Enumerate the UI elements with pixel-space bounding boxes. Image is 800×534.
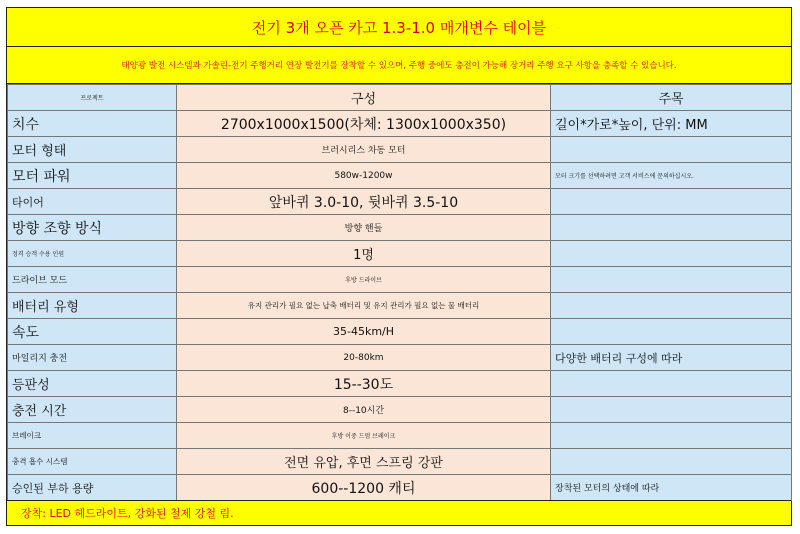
row-note: [551, 241, 792, 267]
row-value: 1명: [177, 241, 551, 267]
table-header-row: [8, 85, 792, 111]
table-row: [8, 449, 792, 475]
row-label: 속도: [8, 319, 177, 345]
row-note: [551, 371, 792, 397]
row-label: 정격 승객 수용 인원: [8, 241, 177, 267]
row-label: 치수: [8, 111, 177, 137]
row-note: [551, 189, 792, 215]
header-note: 주목: [551, 85, 792, 111]
row-value: 35-45km/H: [177, 319, 551, 345]
table-row: [8, 423, 792, 449]
row-note: [551, 449, 792, 475]
table-row: [8, 397, 792, 423]
row-value: 15--30도: [177, 371, 551, 397]
row-note: [551, 293, 792, 319]
row-value: 앞바퀴 3.0-10, 뒷바퀴 3.5-10: [177, 189, 551, 215]
row-label: 승인된 부하 용량: [8, 475, 177, 501]
page-title: 전기 3개 오픈 카고 1.3-1.0 매개변수 테이블: [7, 8, 791, 47]
row-value: 방향 핸들: [177, 215, 551, 241]
row-note: 모터 크기를 선택하려면 고객 서비스에 문의하십시오.: [551, 163, 792, 189]
row-label: 마일리지 충전: [8, 345, 177, 371]
row-note: [551, 137, 792, 163]
row-value: 전면 유압, 후면 스프링 강판: [177, 449, 551, 475]
table-row: [8, 215, 792, 241]
row-label: 충전 시간: [8, 397, 177, 423]
table-row: [8, 137, 792, 163]
row-note: [551, 423, 792, 449]
row-label: 충격 흡수 시스템: [8, 449, 177, 475]
row-note: [551, 319, 792, 345]
row-value: 8--10시간: [177, 397, 551, 423]
row-label: 방향 조향 방식: [8, 215, 177, 241]
row-label: 모터 파워: [8, 163, 177, 189]
row-note: [551, 215, 792, 241]
row-note: 다양한 배터리 구성에 따라: [551, 345, 792, 371]
row-note: [551, 397, 792, 423]
page-subtitle: 태양광 발전 시스템과 가솔린-전기 주행거리 연장 발전기를 장착할 수 있으며, 주행 중에도 충전이 가능해 장거리 주행 요구 사항을 충족할 수 있습니다.: [7, 47, 791, 84]
table-row: [8, 319, 792, 345]
row-value: 20-80km: [177, 345, 551, 371]
table-row: [8, 241, 792, 267]
table-row: [8, 267, 792, 293]
row-value: 2700x1000x1500(차체: 1300x1000x350): [177, 111, 551, 137]
spec-sheet: [6, 7, 792, 526]
footer-note: 장착: LED 헤드라이트, 강화된 철제 강철 림.: [7, 500, 791, 525]
row-value: 후방 이중 드럼 브레이크: [177, 423, 551, 449]
row-label: 모터 형태: [8, 137, 177, 163]
row-label: 드라이브 모드: [8, 267, 177, 293]
table-row: [8, 189, 792, 215]
row-note: 길이*가로*높이, 단위: MM: [551, 111, 792, 137]
row-value: 600--1200 캐티: [177, 475, 551, 501]
table-row: [8, 293, 792, 319]
table-row: [8, 475, 792, 501]
row-value: 580w-1200w: [177, 163, 551, 189]
row-value: 유지 관리가 필요 없는 납축 배터리 및 유지 관리가 필요 없는 물 배터리: [177, 293, 551, 319]
table-row: [8, 371, 792, 397]
row-note: 장착된 모터의 상태에 따라: [551, 475, 792, 501]
row-label: 등판성: [8, 371, 177, 397]
row-label: 타이어: [8, 189, 177, 215]
spec-table: [7, 84, 792, 501]
row-note: [551, 267, 792, 293]
header-config: 구성: [177, 85, 551, 111]
row-label: 브레이크: [8, 423, 177, 449]
row-value: 브러시리스 차동 모터: [177, 137, 551, 163]
table-row: [8, 111, 792, 137]
row-label: 배터리 유형: [8, 293, 177, 319]
row-value: 후방 드라이브: [177, 267, 551, 293]
table-row: [8, 163, 792, 189]
header-project: 프로젝트: [8, 85, 177, 111]
table-row: [8, 345, 792, 371]
